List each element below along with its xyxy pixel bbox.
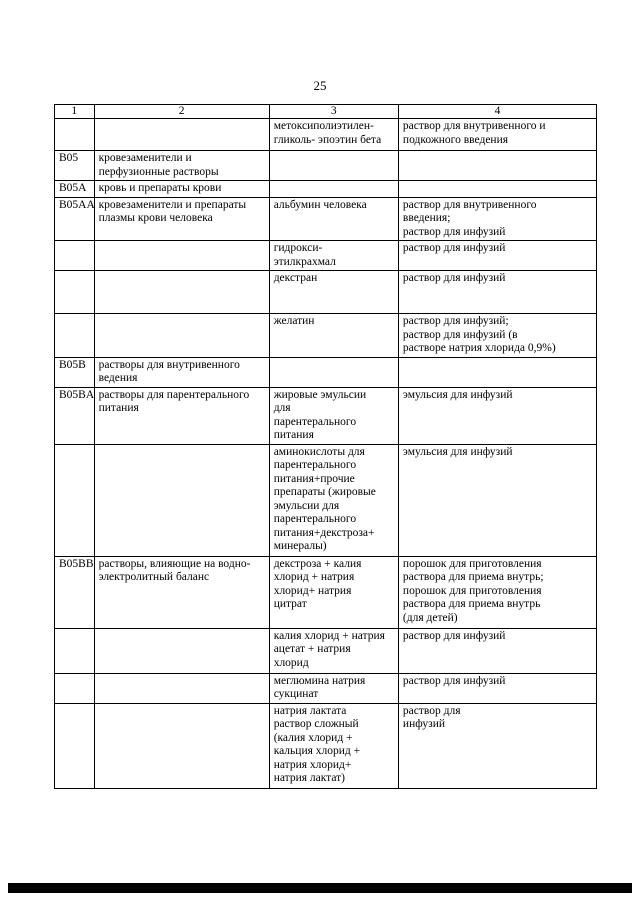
header-cell-4: 4 bbox=[398, 105, 596, 119]
dosage-form-cell: раствор для инфузий bbox=[398, 703, 596, 788]
group-name-cell bbox=[94, 119, 269, 151]
bottom-scan-bar bbox=[8, 883, 632, 893]
dosage-form-cell bbox=[398, 181, 596, 198]
drug-name-cell bbox=[269, 181, 398, 198]
dosage-form-cell: раствор для внутривенного введения; раствор для инфузий bbox=[398, 197, 596, 241]
table-row bbox=[55, 628, 597, 673]
dosage-form-cell: раствор для инфузий bbox=[398, 628, 596, 673]
atc-code-cell bbox=[55, 703, 95, 788]
atc-code-cell bbox=[55, 119, 95, 151]
dosage-form-cell: раствор для инфузий bbox=[398, 673, 596, 703]
atc-code-cell: B05A bbox=[55, 181, 95, 198]
table-row bbox=[55, 703, 597, 788]
table-row bbox=[55, 673, 597, 703]
atc-code-cell bbox=[55, 444, 95, 556]
dosage-form-cell: раствор для инфузий bbox=[398, 241, 596, 271]
dosage-form-cell bbox=[398, 151, 596, 181]
drug-name-cell: натрия лактата раствор сложный (калия хлорид + кальция хлорид + натрия хлорид+ натрия лактат) bbox=[269, 703, 398, 788]
group-name-cell: растворы для парентерального питания bbox=[94, 387, 269, 444]
table-body bbox=[55, 119, 597, 789]
group-name-cell: кровезаменители и перфузионные растворы bbox=[94, 151, 269, 181]
table-row bbox=[55, 241, 597, 271]
group-name-cell bbox=[94, 703, 269, 788]
group-name-cell bbox=[94, 444, 269, 556]
drug-name-cell: альбумин человека bbox=[269, 197, 398, 241]
drug-name-cell: желатин bbox=[269, 314, 398, 358]
drug-name-cell: меглюмина натрия сукцинат bbox=[269, 673, 398, 703]
drug-name-cell: гидрокси- этилкрахмал bbox=[269, 241, 398, 271]
table-row bbox=[55, 197, 597, 241]
dosage-form-cell: эмульсия для инфузий bbox=[398, 387, 596, 444]
atc-code-cell bbox=[55, 271, 95, 314]
drug-table bbox=[54, 104, 597, 789]
group-name-cell bbox=[94, 271, 269, 314]
table-row bbox=[55, 387, 597, 444]
group-name-cell: кровезаменители и препараты плазмы крови человека bbox=[94, 197, 269, 241]
table-row bbox=[55, 271, 597, 314]
atc-code-cell: B05AA bbox=[55, 197, 95, 241]
atc-code-cell bbox=[55, 314, 95, 358]
atc-code-cell bbox=[55, 241, 95, 271]
table-row bbox=[55, 556, 597, 628]
group-name-cell: растворы, влияющие на водно- электролитный баланс bbox=[94, 556, 269, 628]
atc-code-cell: B05BA bbox=[55, 387, 95, 444]
drug-name-cell: декстран bbox=[269, 271, 398, 314]
group-name-cell bbox=[94, 628, 269, 673]
table-row bbox=[55, 151, 597, 181]
atc-code-cell: B05B bbox=[55, 357, 95, 387]
group-name-cell bbox=[94, 314, 269, 358]
drug-name-cell bbox=[269, 151, 398, 181]
dosage-form-cell: эмульсия для инфузий bbox=[398, 444, 596, 556]
atc-code-cell: B05 bbox=[55, 151, 95, 181]
group-name-cell: кровь и препараты крови bbox=[94, 181, 269, 198]
group-name-cell bbox=[94, 673, 269, 703]
dosage-form-cell: порошок для приготовления раствора для приема внутрь; порошок для приготовления раствора для приема внутрь (для детей) bbox=[398, 556, 596, 628]
dosage-form-cell bbox=[398, 357, 596, 387]
group-name-cell bbox=[94, 241, 269, 271]
table-row bbox=[55, 357, 597, 387]
table-row bbox=[55, 314, 597, 358]
dosage-form-cell: раствор для внутривенного и подкожного введения bbox=[398, 119, 596, 151]
table-row bbox=[55, 119, 597, 151]
drug-name-cell: аминокислоты для парентерального питания+прочие препараты (жировые эмульсии для парентерального питания+декстроза+ минералы) bbox=[269, 444, 398, 556]
table-row bbox=[55, 181, 597, 198]
page-number: 25 bbox=[313, 78, 327, 93]
group-name-cell: растворы для внутривенного ведения bbox=[94, 357, 269, 387]
header-cell-2: 2 bbox=[94, 105, 269, 119]
drug-name-cell: калия хлорид + натрия ацетат + натрия хлорид bbox=[269, 628, 398, 673]
drug-name-cell bbox=[269, 357, 398, 387]
header-cell-1: 1 bbox=[55, 105, 95, 119]
table-row bbox=[55, 444, 597, 556]
header-cell-3: 3 bbox=[269, 105, 398, 119]
drug-name-cell: метоксиполиэтилен- гликоль- эпоэтин бета bbox=[269, 119, 398, 151]
atc-code-cell: B05BB bbox=[55, 556, 95, 628]
dosage-form-cell: раствор для инфузий bbox=[398, 271, 596, 314]
atc-code-cell bbox=[55, 673, 95, 703]
header-row bbox=[55, 105, 597, 119]
drug-name-cell: жировые эмульсии для парентерального питания bbox=[269, 387, 398, 444]
drug-name-cell: декстроза + калия хлорид + натрия хлорид+ натрия цитрат bbox=[269, 556, 398, 628]
atc-code-cell bbox=[55, 628, 95, 673]
dosage-form-cell: раствор для инфузий; раствор для инфузий (в растворе натрия хлорида 0,9%) bbox=[398, 314, 596, 358]
